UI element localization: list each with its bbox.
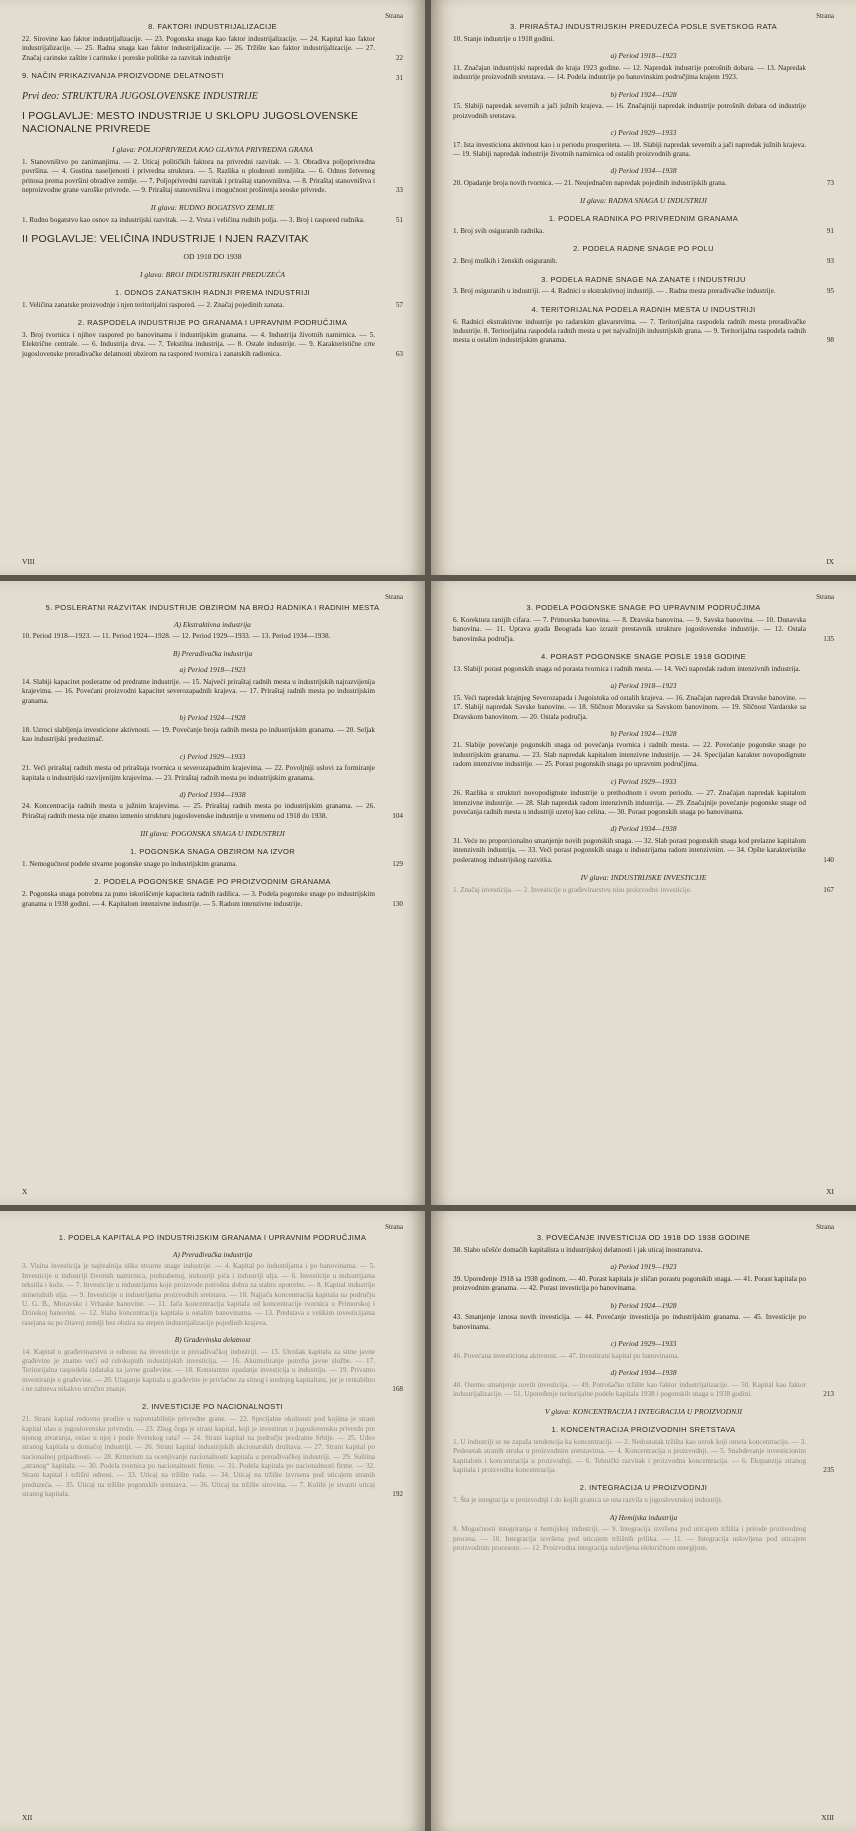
toc-entry [22,1348,403,1395]
page-xii [0,1211,425,1831]
entry-text: 2. Broj muških i ženskih osiguranih. [453,257,558,266]
entry-text: 21. Strani kapital redovno prodire u najrentabilnije privredne grane. — 22. Specijalne okolnosti pod kojima je strani kapital ulao u jugoslovensku privredu. — 23. Zbog čega je strani kapital, koji je investiran u jugoslovensku privredu pre njenog stvaranja, ostao u njoj i posle Svetskog rata? — 24. Strani kapital na području predratne Srbije. — 25. Udeo stranog kapitala u domaćoj industriji. — 26. Strani kapital industrijskih akcionarskih društava. — 27. Strani kapital po nacionalnoj pripadnosti. — 28. Kriterium za ocenjivanje nacionalnosti kapitala u prerađivačkoj industriji. — 29. Suština „stranog“ kapitala. — 30. Podela tvornica po nacionalnosti firme. — 31. Podela kapitala po nacionalnosti firme. — 32. Strani kapital i tržišni odnosi. — 33. Uticaj na tržište rada. — 34. Uticaj na tržište izvrsena pod uticajem stranih preduzeća. — 35. Uticaj na tržište pogonskih sretstava. — 36. Uticaj na tržište sirovina. — 7. Kolihi je stvarni uticaj stranog kapitala. [22,1415,375,1499]
entry-text: 48. Osetno smanjenje novih investicija. — 49. Potrošačko tržište kao faktor industrijalizacije. — 50. Kapital kao faktor industrijalizacije. — 51. Upoređenje teritorijalne podele kapitala 1938 i pogonskih snaga u 1938 godini. [453,1380,806,1398]
toc-entry [453,886,834,895]
page-number: 95 [826,287,834,296]
entry-text: 1. Značaj investicija. — 2. Investicije u građevinarstvu nisu proizvodne investicije. [453,885,692,894]
entry-text: 38. Slabo učešće domaćih kapitalista u industrijskoj delatnosti i jak uticaj inostranstva. [453,1245,703,1254]
section-heading: 2. RASPODELA INDUSTRIJE PO GRANAMA I UPRAVNIM PODRUČJIMA [77,318,348,328]
period-heading: B) Prerađivačka industrija [172,648,253,658]
period-heading: a) Period 1918—1923 [610,51,677,61]
period-heading: b) Period 1924—1928 [179,713,246,723]
toc-entry [453,1313,834,1332]
toc-entry [453,694,834,722]
section-heading: 3. PRIRAŠTAJ INDUSTRIJSKIH PREDUZEĆA POSLE SVETSKOG RATA [509,22,778,31]
toc-entry [453,257,834,266]
page-folio: XIII [821,1813,834,1823]
entry-text: 24. Koncentracija radnih mesta u južnim krajevima. — 25. Priraštaj radnih mesta po industrijskim granama. — 26. Priraštaj radnih mesta nije znatno izmenio strukturu jugoslovenske industrije u vremenu od 1918 do 1938. [22,802,375,820]
toc-entry [453,1246,834,1255]
page-number: 98 [826,336,834,345]
entry-text: 17. Ista investiciona aktivnost kao i u periodu prosperiteta. — 18. Slabiji napredak severnih a jači napredak južnih krajeva. — 19. Slabiji napredak industrije životnih namirnica od ostalih proizvodnih grana. [453,140,806,158]
strana-label: Strana [385,1223,403,1231]
section-heading: 2. PODELA RADNE SNAGE PO POLU [573,244,714,254]
section-heading: 1. PODELA RADNIKA PO PRIVREDNIM GRANAMA [548,214,739,224]
page-x [0,581,425,1205]
toc-entry [22,802,403,821]
toc-entry [453,1496,834,1505]
strana-label: Strana [816,1223,834,1231]
part-heading: Prvi deo: STRUKTURA JUGOSLOVENSKE INDUSTRIJE [22,90,258,102]
entry-text: 15. Veći napredak krajnjeg Severozapada i Jugoistoka od ostalih krajeva. — 16. Značajan napredak Dravske banovine. — 17. Slabiji napredak Savske banovine. — 18. Sličnost Moravske sa Savskom banovinom. — 19. Sličnost Vardarske sa Dravskom banovinom. — 20. Ostala područja. [453,693,806,721]
chapter-subheading: OD 1918 DO 1938 [183,252,242,262]
glava-heading: II glava: RADNA SNAGA U INDUSTRIJI [580,196,707,206]
toc-entry [453,837,834,865]
glava-heading: III glava: POGONSKA SNAGA U INDUSTRIJI [140,829,285,839]
period-heading: b) Period 1924—1928 [610,89,677,99]
entry-text: 11. Značajan industrijski napredak do kraja 1923 godine. — 12. Napredak industrije potrošnih dobara. — 13. Napredak industrije proizvodnih sretstava. — 14. Podela industrije po banovinskim područjima krajem 1923. [453,63,806,82]
entry-text: 46. Povećana investiciona aktivnost. — 47. Investirani kapital po banovinama. [453,1351,680,1360]
entry-text: 1. U industriji se ne zapaža tendencija ka koncentraciji. — 2. Nedostatak tržišta kao uzrok koji ometa koncentraciju. — 3. Pedesetak stranih struka u proizvodnim sretstavima. — 4. Koncentracija u proizvodnji. — 5. Snabdevanje investicionim kapitalom i koncentracija u proizvodnji. — 6. Tehnički razvitak i proizvodna koncentracija. — 6. Ekspanzija stranog kapitala i proizvodna koncentracija. [453,1437,806,1475]
entry-text: 22. Sirovine kao faktor industrijalizacije. — 23. Pogonska snaga kao faktor industrijalizacije. — 24. Kapital kao faktor industrijalizacije. — 25. Radna snaga kao faktor industrijalizacije. — 26. Tržište kao faktor industrijalizacije. — 27. Značaj carinske zaštite i carinske i poreske politike za razvitak industrije [22,34,375,62]
toc-entry [22,860,403,869]
section-heading: 2. INVESTICIJE PO NACIONALNOSTI [142,1402,283,1412]
period-heading: d) Period 1934—1938 [179,789,246,799]
entry-text: 1. Veličina zanatske proizvodnje i njen teritorijalni raspored. — 2. Značaj pojedinih zanata. [22,300,285,309]
toc-entry [453,287,834,296]
toc-entry [453,789,834,817]
strana-label: Strana [385,12,403,20]
toc-entry [453,741,834,769]
entry-text: 7. Šta je integracija u proizvodnji i do kojih granica se ona razvila u jugoslovenskoj industriji. [453,1496,723,1505]
section-heading-with-page [22,65,403,84]
toc-entry [453,35,834,44]
entry-text: 31. Veće no proporcionalno smanjenje novih pogonskih snaga. — 32. Slab porast pogonskih snaga kod prelazne kapitalom intenzivnih industrija. — 33. Veći porast pogonskih snaga u industrijama radom intenzivnim. — 34. Opšte karakteristike posleratnog industrijskog razvitka. [453,836,806,864]
toc-entry [453,665,834,674]
toc-entry [453,1438,834,1475]
period-heading: c) Period 1929—1933 [610,776,677,786]
page-ix [431,0,856,575]
page-number: 192 [392,1490,403,1499]
entry-text: 20. Opadanje broja novih tvornica. — 21. Neujednačen napredak pojedinih industrijskih grana. [453,178,727,187]
strana-label: Strana [816,12,834,20]
toc-entry [453,1275,834,1294]
page-number: 31 [395,74,403,83]
page-number: 33 [395,186,403,195]
toc-entry [22,35,403,63]
section-heading: 4. PORAST POGONSKE SNAGE POSLE 1918 GODINE [541,651,746,661]
entry-text: 6. Radnici ekstraktivne industrije po radarskim glavarstvima. — 7. Teritorijalna raspodela radnih mesta prerađivačke industrije. 8. Teritorijalna raspodela radnih mesta u pet najvažnijih industrijskih grana. — 9. Teritorijalna raspodela radnih mesta u ostalim industrijskim granama. [453,317,806,345]
toc-entry [453,141,834,160]
entry-text: 43. Smanjenje iznosa novih investicija. — 44. Povećanje investicija po industrijskim granama. — 45. Investicije po banovinama. [453,1313,806,1331]
period-heading: d) Period 1934—1938 [610,166,677,176]
period-heading: a) Period 1919—1923 [610,1262,677,1272]
glava-heading: II glava: RUDNO BOGATSVO ZEMLJE [150,203,275,213]
toc-entry [453,64,834,83]
toc-entry [22,632,403,641]
entry-text: 26. Razlika u strukturi novopodignute industrije u prethodnom i ovom periodu. — 27. Značajan napredak kapitalom intenzivne industrije. — 28. Slab napredak radom intenzivnih industrija. — 29. Značajnije povećanje pogonske snage od povećanja radnih mesta u industriji uzetoj kao celina. — 30. Porast pogonskih snaga po banovinama. [453,789,806,816]
page-number: 91 [826,226,834,235]
page-folio: XII [22,1813,33,1823]
toc-entry [22,764,403,783]
toc-entry [453,1352,834,1361]
glava-heading: IV glava: INDUSTRIJSKE INVESTICIJE [580,872,707,882]
page-number: 73 [826,178,834,187]
section-heading: 1. POGONSKA SNAGA OBZIROM NA IZVOR [129,847,296,857]
period-heading: b) Period 1924—1928 [610,1300,677,1310]
period-heading: a) Period 1918—1923 [610,681,677,691]
page-number: 168 [392,1385,403,1394]
entry-text: 10. Period 1918—1923. — 11. Period 1924—1928. — 12. Period 1929—1933. — 13. Period 1934—1938. [22,632,331,641]
chapter-heading: II POGLAVLJE: VELIČINA INDUSTRIJE I NJEN RAZVITAK [22,232,309,245]
page-folio: XI [826,1187,834,1197]
toc-entry [22,890,403,909]
page-number: 51 [395,216,403,225]
entry-text: 2. Pogonska snaga potrebna za puno iskorišćenje kapaciteta radnih radilica. — 3. Podela pogonske snage po industrijskim granama u 1938 godini. — 4. Kapitalom intenzivne industrije. — 5. Radom intenzivne industrije. [22,890,375,908]
toc-entry [22,301,403,310]
toc-entry [22,158,403,195]
entry-text: 14. Kapital u građevinarstvu u odnosu na investicije u prerađivačkoj industriji. — 15. Utrošak kapitala za sitne javne građevine je znatno veći od celokupnih industrijskih investicija. — 16. Akumuliranje potreba javne službe. — 17. Teritorijalna raspodela izdataka za javne građevine. — 18. Konstantno opadanje investicija u industriju. — 19. Privatno investiranje u građevine. — 20. Ulaganje kapitala u građevine je privlačno za sitnog i srednjeg kapitalistu, jer je rentabilno i ne zahteva nikakvo stručno znanje. [22,1347,375,1394]
page-number: 63 [395,349,403,358]
page-number: 213 [823,1389,834,1398]
page-folio: IX [826,557,834,567]
page-number: 93 [826,257,834,266]
period-heading: d) Period 1934—1938 [610,824,677,834]
section-heading: 4. TERITORIJALNA PODELA RADNIH MESTA U INDUSTRIJI [531,304,756,314]
page-number: 140 [823,855,834,864]
section-heading: 3. PODELA POGONSKE SNAGE PO UPRAVNIM PODRUČJIMA [526,603,761,612]
page-number: 104 [392,811,403,820]
section-heading: 1. PODELA KAPITALA PO INDUSTRIJSKIM GRANAMA I UPRAVNIM PODRUČJIMA [58,1233,367,1242]
section-heading: 3. PODELA RADNE SNAGE NA ZANATE I INDUSTRIJU [541,274,746,284]
section-heading: 5. POSLERATNI RAZVITAK INDUSTRIJE OBZIROM NA BROJ RADNIKA I RADNIH MESTA [45,603,380,612]
entry-text: 1. Nemogućnost podele stvarne pogonske snage po industrijskim granama. [22,859,238,868]
toc-entry [453,1381,834,1400]
entry-text: 18. Uzroci slabljenja investicione aktivnosti. — 19. Povećanje broja radnih mesta po industrijskim granama. — 20. Seljak kao industrijski preduzimač. [22,725,375,744]
entry-text: 3. Visina investicija je najrealnija slika stvarne snage industrije. — 4. Kapital po industrijama i po banovinama. — 5. Investicije u industriji životnih namirnica, prehrabenoj, industriji pića i industriji ulja. — 6. Investicije u industrijama tekstila i kože. — 7. Investicije u industrijama koje proizvode potrošna dobra za stalnu upotrebu. — 8. Kapital industrije mineralnih ulja. — 9. Investicije u industrijama proizvodnih sretstava. — 10. Najjača koncentracija kapitala na području U. G. B., Moravske i Vrbaske banovine. — 11. Jača koncentracija kapitala od koncentracije tvornica u Primorskoj i Drinskoj banovini. — 12. Slaba koncentracija kapitala u ostalim banovinama. — 13. Predstava s velikim investicijama rasejana su po čitavoj zemlji bez obzira na stepen industrijalizacije pojedinih krajeva. [22,1262,375,1327]
section-heading: 1. KONCENTRACIJA PROIZVODNIH SRETSTAVA [551,1425,736,1435]
page-number: 57 [395,300,403,309]
page-xi [431,581,856,1205]
section-heading: 2. PODELA POGONSKE SNAGE PO PROIZVODNIM GRANAMA [94,877,331,887]
entry-text: 1. Stanovništvo po zanimanjima. — 2. Uticaj političkih faktora na privredni razvitak. — 3. Obradiva poljoprivredna površina. — 4. Gustina naseljenosti i privredna struktura. — 5. Razlika u plodnosti zemljišta. — 6. Odnos žetvenog prinosa prema površini obradive zemlje. — 7. Poljoprivredni razvitak i priraštaj stanovništva. — 8. Priraštaj stanovništva i neproizvodne grane varoške privrede. — 9. Priraštaj stanovništva i mogućnost proširenja seoske privrede. [22,157,375,195]
toc-entry [22,331,403,359]
toc-entry [453,102,834,121]
period-heading: A) Hemijska industrija [609,1512,678,1522]
section-heading: 3. POVEĆANJE INVESTICIJA OD 1918 DO 1938 GODINE [536,1233,751,1242]
entry-text: 10. Stanje industrije u 1918 godini. [453,34,555,43]
glava-heading: I glava: POLJOPRIVREDA KAO GLAVNA PRIVREDNA GRANA [112,145,313,155]
page-number: 129 [392,859,403,868]
period-heading: c) Period 1929—1933 [610,127,677,137]
period-heading: B) Građevinska delatnost [174,1335,251,1344]
period-heading: b) Period 1924—1928 [610,728,677,738]
toc-entry [22,1415,403,1499]
toc-entry [22,1262,403,1328]
entry-text: 14. Slabiji kapacitet posleratne od predratne industrije. — 15. Najveći priraštaj radnih mesta u industrijskih najrazvijenija krajevima. — 16. Povećani proizvodni kapacitet severozapadnih krajeva. — 17. Priraštaj radnih mesta po industrijskim granama. [22,678,375,705]
section-heading: 1. ODNOS ZANATSKIH RADNJI PREMA INDUSTRIJI [114,287,311,297]
entry-text: 21. Veći priraštaj radnih mesta od priraštaja tvornica u severozapadnim krajevima. — 22. Povoljniji uslovi za formiranje kapitala u industrijski razvijenijim krajevima. — 23. Priraštaj radnih mesta po industrijskim granama. [22,764,375,782]
toc-entry [453,179,834,188]
page-folio: VIII [22,557,35,567]
toc-entry [453,1525,834,1553]
entry-text: 6. Korektura ranijih cifara. — 7. Primorska banovina. — 8. Dravska banovina. — 9. Savska banovina. — 10. Dunavska banovina. — 11. Uprava grada Beograda kao izrazit prestavnik strukture jugoslovenske industrije. — 12. Ostala banovinska područja. [453,615,806,643]
page-xiii [431,1211,856,1831]
chapter-heading: I POGLAVLJE: MESTO INDUSTRIJE U SKLOPU JUGOSLOVENSKE NACIONALNE PRIVREDE [22,109,359,136]
entry-text: 1. Broj svih osiguranih radnika. [453,226,545,235]
strana-label: Strana [385,593,403,601]
toc-entry [22,216,403,225]
section-heading: 2. INTEGRACIJA U PROIZVODNJI [579,1483,708,1493]
section-heading: 8. FAKTORI INDUSTRIJALIZACIJE [148,22,277,31]
toc-entry [22,678,403,706]
glava-heading: I glava: BROJ INDUSTRIJSKIH PREDUZEĆA [139,270,286,280]
entry-text: 3. Broj tvornica i njihov raspored po banovinama i industrijskim granama. — 4. Industrija životnih namirnica. — 5. Električne centrale. — 6. Industrija drva. — 7. Tekstilna industrija. — 8. Ostale industrije. — 9. Karakteristične crte jugoslovenske prerađivačke delatnosti obzirom na raspored tvornica i zanatskih radionica. [22,331,375,358]
entry-text: 8. Mogućnosti integriranja u hemijskoj industriji. — 9. Integracija izvršena pod uticajem tržišta i prirode proizvodnog procesa. — 10. Integracija izvršena pod uticajem tržišnih prilika. — 11. — Integracija uslovljena pod uticajem proizvodnim procesom. — 12. Proizvodna integracija uslovljena električnom energijom. [453,1525,806,1552]
entry-text: 13. Slabiji porast pogonskih snaga od porasta tvornica i radnih mesta. — 14. Veći napredak radom intenzivnih industrija. [453,664,801,673]
entry-text: 21. Slabije povećanje pogonskih snaga od povećanja tvornica i radnih mesta. — 22. Povećanje pogonske snage po industrijskim granama. — 23. Slab napredak kapitalom intenzivne industrije. — 24. Specijalan karakter novopodignute radom intenzivne industrije. — 25. Porast pogonskih snaga po upravnim područjima. [453,741,806,769]
toc-entry [453,318,834,346]
period-heading: c) Period 1929—1933 [610,1338,677,1348]
page-viii [0,0,425,575]
period-heading: A) Prerađivačka industrija [172,1249,253,1259]
period-heading: c) Period 1929—1933 [179,751,246,761]
period-heading: A) Ekstraktivna industrija [174,619,251,629]
glava-heading: V glava: KONCENTRACIJA I INTEGRACIJA U PROIZVODNJI [544,1407,743,1417]
section-heading: 9. NAČIN PRIKAZIVANJA PROIZVODNE DELATNOSTI [22,70,224,80]
toc-entry [453,227,834,236]
period-heading: d) Period 1934—1938 [610,1367,677,1377]
toc-entry [453,616,834,644]
page-number: 130 [392,899,403,908]
page-number: 135 [823,634,834,643]
entry-text: 15. Slabiji napredak severnih a jači južnih krajeva. — 16. Značajniji napredak industrije potrošnih dobara od industrije proizvodnih sretstava. [453,102,806,120]
entry-text: 3. Broj osiguranih u industriji. — 4. Radnici u ekstraktivnoj industriji. — . Radna mesta prerađivačke industrije. [453,287,776,296]
toc-entry [22,726,403,745]
page-number: 167 [823,885,834,894]
page-folio: X [22,1187,28,1197]
page-number: 235 [823,1466,834,1475]
period-heading: a) Period 1918—1923 [179,665,246,675]
entry-text: 1. Rudno bogatstvo kao osnov za industrijski razvitak. — 2. Vrsta i veličina rudnih polja. — 3. Broj i raspored rudnika. [22,216,365,225]
page-number: 22 [395,53,403,62]
entry-text: 39. Upoređenje 1918 sa 1938 godinom. — 40. Porast kapitala je sličan porastu pogonskih snaga. — 41. Porast kapitala po proizvodnim granama. — 42. Porast investicija po banovinama. [453,1274,806,1293]
strana-label: Strana [816,593,834,601]
